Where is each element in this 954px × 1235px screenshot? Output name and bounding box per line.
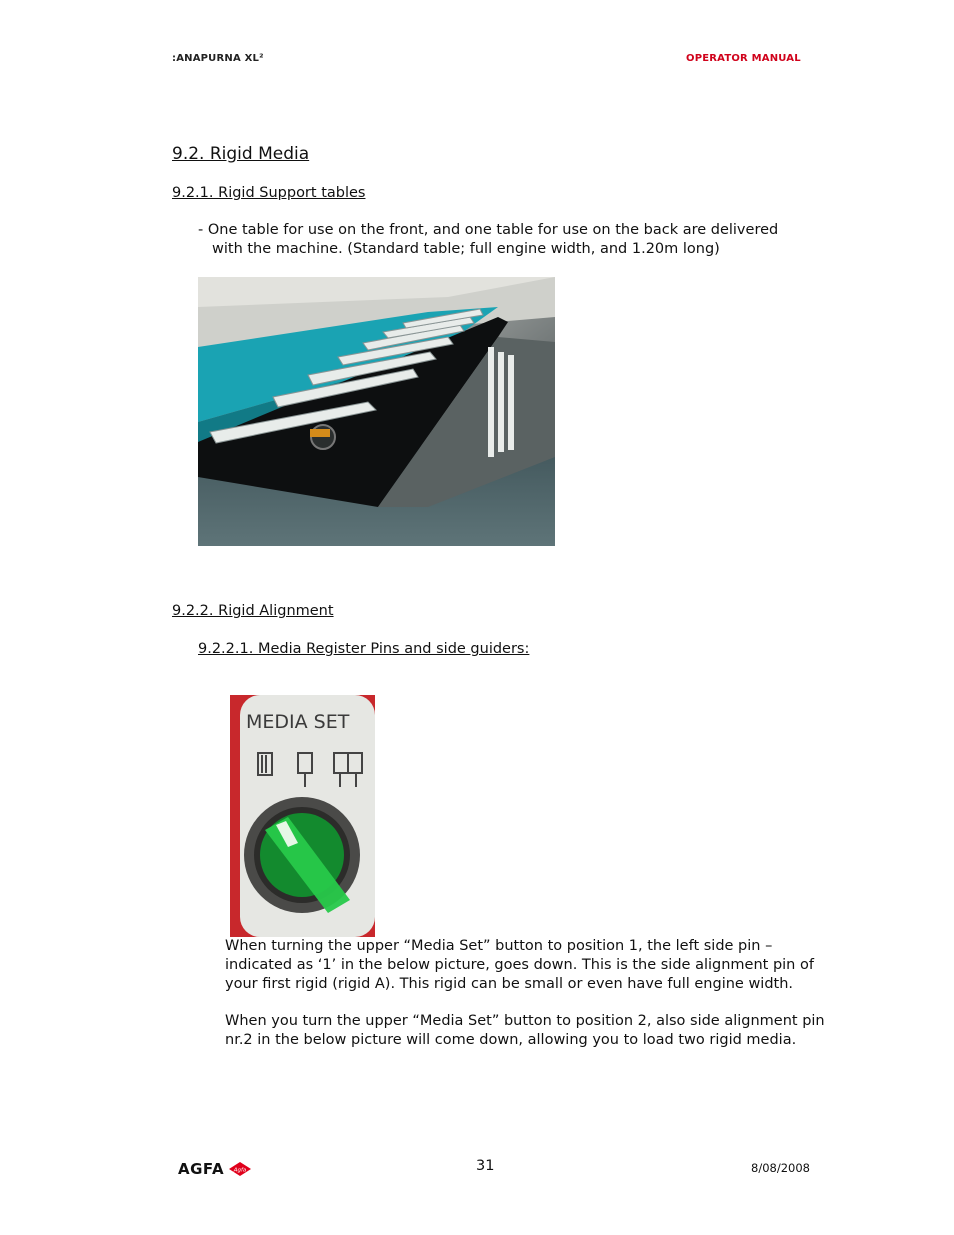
panel-label-media-set: MEDIA SET xyxy=(246,711,350,733)
para1-line-1: When turning the upper “Media Set” button to position 1, the left side pin – xyxy=(225,938,773,954)
para2-line-1: When you turn the upper “Media Set” button to position 2, also side alignment pin xyxy=(225,1013,825,1029)
para2-line-2: nr.2 in the below picture will come down, allowing you to load two rigid media. xyxy=(225,1032,797,1048)
para1-line-3: your first rigid (rigid A). This rigid can be small or even have full engine width. xyxy=(225,976,794,992)
bullet-line-2: with the machine. (Standard table; full engine width, and 1.20m long) xyxy=(212,241,720,257)
header-manual-title: OPERATOR MANUAL xyxy=(686,53,801,64)
agfa-rhombus-icon xyxy=(228,1161,252,1177)
subsection-title-support-tables: 9.2.1. Rigid Support tables xyxy=(172,185,366,201)
subsection-title-rigid-alignment: 9.2.2. Rigid Alignment xyxy=(172,603,334,619)
section-title: 9.2. Rigid Media xyxy=(172,144,310,164)
support-table-photo xyxy=(198,277,555,546)
para1-line-2: indicated as ‘1’ in the below picture, goes down. This is the side alignment pin of xyxy=(225,957,814,973)
bullet-line-1: - One table for use on the front, and one table for use on the back are delivered xyxy=(198,222,779,238)
media-set-panel-illustration xyxy=(230,695,375,937)
agfa-badge-text: Agfa xyxy=(233,1167,247,1174)
subsubsection-title-register-pins: 9.2.2.1. Media Register Pins and side guiders: xyxy=(198,641,530,657)
agfa-logo xyxy=(178,1160,252,1178)
support-table-illustration xyxy=(198,277,555,546)
paragraph-position-1 xyxy=(225,937,825,994)
header-product: :ANAPURNA XL² xyxy=(172,53,264,64)
page-number: 31 xyxy=(476,1158,495,1174)
media-set-panel-photo xyxy=(230,695,375,937)
paragraph-position-2 xyxy=(225,1012,825,1050)
footer-date: 8/08/2008 xyxy=(751,1161,810,1175)
support-tables-bullet xyxy=(198,221,798,259)
agfa-logo-text: AGFA xyxy=(178,1160,225,1178)
